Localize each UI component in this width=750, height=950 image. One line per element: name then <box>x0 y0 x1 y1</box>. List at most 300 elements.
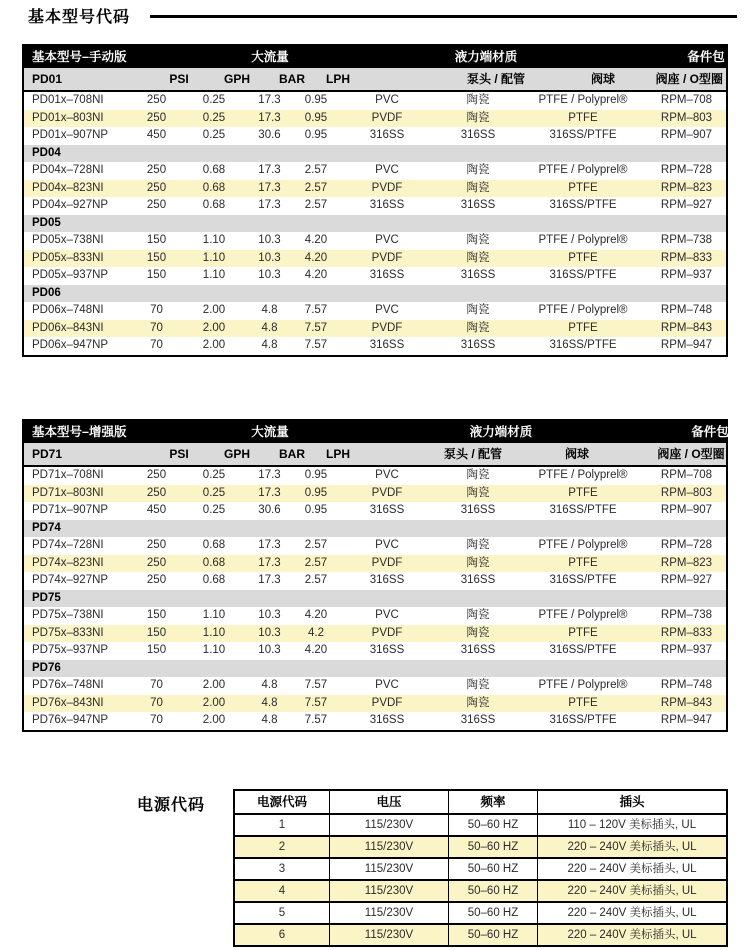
gph-cell: 2.00 <box>202 321 226 334</box>
section-row: PD06 <box>24 285 726 303</box>
pump-head-cell: 316SS <box>369 269 405 281</box>
spare-kit-cell: RPM–833 <box>660 626 713 639</box>
valve-ball-cell: 陶瓷 <box>466 679 490 691</box>
psi-cell: 250 <box>146 111 167 124</box>
material-group-label: 液力端材质 <box>469 425 533 439</box>
bar-cell: 4.8 <box>261 304 278 316</box>
valve-ball-cell: 316SS <box>460 269 496 281</box>
psi-cell: 150 <box>146 644 167 656</box>
spare-kit-cell: RPM–708 <box>660 469 713 481</box>
valve-ball-cell: 陶瓷 <box>466 321 490 334</box>
pump-head-cell: PVDF <box>371 251 403 264</box>
psi-cell: 70 <box>150 304 163 316</box>
model-cell: PD06x–947NP <box>32 339 109 351</box>
pump-head-cell: PVC <box>375 469 399 481</box>
bar-cell: 17.3 <box>258 539 281 551</box>
spare-kit-cell: RPM–728 <box>660 164 713 176</box>
psi-cell: 250 <box>146 164 167 176</box>
valve-ball-cell: 陶瓷 <box>466 556 490 569</box>
power-row <box>235 925 726 945</box>
plug-cell: 110 – 120V 美标插头, UL <box>567 819 697 831</box>
gph-cell: 2.00 <box>202 679 226 691</box>
voltage-cell: 115/230V <box>330 903 449 923</box>
power-row <box>235 903 726 925</box>
valve-seat-cell: PTFE / Polyprel® <box>538 94 628 106</box>
column-header: 电压 <box>330 791 449 813</box>
table-row <box>24 712 726 730</box>
column-header-row <box>24 68 726 92</box>
bar-cell: 10.3 <box>258 644 281 656</box>
manual-models-table <box>22 44 728 357</box>
lph-cell: 0.95 <box>304 486 328 499</box>
spare-kit-cell: RPM–803 <box>660 111 713 124</box>
psi-cell: 450 <box>146 129 167 141</box>
power-row <box>235 881 726 903</box>
group-header-row <box>24 421 729 443</box>
power-codes-label: 电源代码 <box>137 797 206 814</box>
power-row <box>235 859 726 881</box>
bar-cell: 17.3 <box>258 486 281 499</box>
gph-cell: 1.10 <box>202 251 226 264</box>
pump-head-cell: 316SS <box>369 644 405 656</box>
table-row <box>24 302 726 320</box>
model-cell: PD75x–738NI <box>32 609 104 621</box>
table-row <box>24 320 726 338</box>
lph-cell: 2.57 <box>304 199 328 211</box>
valve-ball-cell: 陶瓷 <box>466 609 490 621</box>
pump-head-cell: 316SS <box>369 504 405 516</box>
psi-cell: 150 <box>146 609 167 621</box>
valve-seat-cell: PTFE <box>568 626 598 639</box>
lph-cell: 7.57 <box>304 339 328 351</box>
spare-kit-cell: RPM–947 <box>660 339 713 351</box>
bar-cell: 4.8 <box>261 321 278 334</box>
column-header: 电源代码 <box>235 791 330 813</box>
model-cell: PD05x–738NI <box>32 234 104 246</box>
frequency-cell: 50–60 HZ <box>449 881 538 901</box>
bar-cell: 4.8 <box>261 696 278 709</box>
spare-kit-cell: RPM–843 <box>660 696 713 709</box>
gph-cell: 1.10 <box>202 269 226 281</box>
valve-seat-cell: 316SS/PTFE <box>549 269 617 281</box>
gph-cell: 0.68 <box>202 199 226 211</box>
pump-head-cell: PVC <box>375 234 399 246</box>
spare-kit-cell: RPM–823 <box>660 181 713 194</box>
pump-head-cell: PVDF <box>371 626 403 639</box>
spare-kit-cell: RPM–748 <box>660 304 713 316</box>
bar-cell: 17.3 <box>258 94 281 106</box>
spare-kit-cell: RPM–947 <box>660 714 713 726</box>
spare-group-label: 备件包 <box>687 50 725 64</box>
plug-cell: 220 – 240V 美标插头, UL <box>567 885 697 897</box>
psi-cell: 250 <box>146 574 167 586</box>
material-group-label: 液力端材质 <box>454 50 518 64</box>
table-row <box>24 537 726 555</box>
table-row <box>24 250 726 268</box>
valve-ball-cell: 316SS <box>460 504 496 516</box>
column-header: GPH <box>223 72 251 86</box>
lph-cell: 2.57 <box>304 539 328 551</box>
valve-seat-cell: PTFE / Polyprel® <box>538 234 628 246</box>
frequency-cell: 50–60 HZ <box>449 903 538 923</box>
lph-cell: 7.57 <box>304 714 328 726</box>
column-header: LPH <box>326 447 350 461</box>
valve-ball-cell: 316SS <box>460 644 496 656</box>
valve-seat-cell: PTFE / Polyprel® <box>538 539 628 551</box>
table-row <box>24 467 726 485</box>
bar-cell: 17.3 <box>258 111 281 124</box>
flow-group-label: 大流量 <box>251 50 289 64</box>
spare-kit-cell: RPM–927 <box>660 574 713 586</box>
table-row <box>24 695 726 713</box>
gph-cell: 0.25 <box>202 94 226 106</box>
gph-cell: 0.25 <box>202 486 226 499</box>
gph-cell: 0.68 <box>202 539 226 551</box>
power-code-cell: 5 <box>235 903 330 923</box>
pump-head-cell: PVC <box>375 679 399 691</box>
valve-ball-cell: 陶瓷 <box>466 164 490 176</box>
model-cell: PD76x–947NP <box>32 714 109 726</box>
bar-cell: 10.3 <box>258 269 281 281</box>
gph-cell: 0.68 <box>202 164 226 176</box>
table-row <box>24 267 726 285</box>
bar-cell: 17.3 <box>258 469 281 481</box>
table-row <box>24 625 726 643</box>
table-title: 基本型号–增强版 <box>32 425 127 439</box>
table-row <box>24 180 726 198</box>
psi-cell: 250 <box>146 556 167 569</box>
bar-cell: 4.8 <box>261 339 278 351</box>
pump-head-cell: 316SS <box>369 574 405 586</box>
psi-cell: 250 <box>146 486 167 499</box>
spare-kit-cell: RPM–823 <box>660 556 713 569</box>
lph-cell: 4.20 <box>304 269 328 281</box>
pump-head-cell: PVC <box>375 94 399 106</box>
valve-seat-cell: 316SS/PTFE <box>549 504 617 516</box>
model-cell: PD05x–937NP <box>32 269 109 281</box>
model-cell: PD01x–803NI <box>32 111 104 124</box>
table-row <box>24 110 726 128</box>
bar-cell: 17.3 <box>258 574 281 586</box>
lph-cell: 0.95 <box>304 504 328 516</box>
lph-cell: 7.57 <box>304 679 328 691</box>
lph-cell: 0.95 <box>304 111 328 124</box>
frequency-cell: 50–60 HZ <box>449 837 538 857</box>
bar-cell: 17.3 <box>258 164 281 176</box>
pump-head-cell: 316SS <box>369 339 405 351</box>
table-title: 基本型号–手动版 <box>32 50 127 64</box>
column-header: 插头 <box>619 795 645 809</box>
spare-kit-cell: RPM–907 <box>660 129 713 141</box>
valve-ball-cell: 陶瓷 <box>466 696 490 709</box>
bar-cell: 17.3 <box>258 181 281 194</box>
psi-cell: 70 <box>150 696 163 709</box>
pump-head-cell: PVC <box>375 609 399 621</box>
valve-seat-cell: PTFE / Polyprel® <box>538 164 628 176</box>
table-row <box>24 337 726 355</box>
psi-cell: 70 <box>150 679 163 691</box>
pump-head-cell: PVC <box>375 164 399 176</box>
psi-cell: 70 <box>150 339 163 351</box>
table-row <box>24 502 726 520</box>
spare-kit-cell: RPM–738 <box>660 609 713 621</box>
power-code-cell: 3 <box>235 859 330 879</box>
model-cell: PD75x–937NP <box>32 644 109 656</box>
valve-ball-cell: 陶瓷 <box>466 111 490 124</box>
table-row <box>24 162 726 180</box>
section-row: PD76 <box>24 660 726 678</box>
lph-cell: 7.57 <box>304 321 328 334</box>
pump-head-cell: 316SS <box>369 129 405 141</box>
gph-cell: 0.25 <box>202 469 226 481</box>
model-cell: PD76x–843NI <box>32 696 104 709</box>
table-row <box>24 92 726 110</box>
column-header: 泵头 / 配管 <box>466 72 526 86</box>
group-header-row <box>24 46 726 68</box>
model-cell: PD71x–907NP <box>32 504 109 516</box>
lph-cell: 2.57 <box>304 556 328 569</box>
lph-cell: 2.57 <box>304 181 328 194</box>
bar-cell: 10.3 <box>258 251 281 264</box>
model-cell: PD01x–708NI <box>32 94 104 106</box>
valve-ball-cell: 陶瓷 <box>466 539 490 551</box>
column-header: PSI <box>169 447 189 461</box>
valve-seat-cell: 316SS/PTFE <box>549 129 617 141</box>
pump-head-cell: PVDF <box>371 181 403 194</box>
table-row <box>24 607 726 625</box>
lph-cell: 7.57 <box>304 304 328 316</box>
model-cell: PD01x–907NP <box>32 129 109 141</box>
spare-kit-cell: RPM–937 <box>660 644 713 656</box>
valve-seat-cell: 316SS/PTFE <box>549 644 617 656</box>
spare-kit-cell: RPM–843 <box>660 321 713 334</box>
table-row <box>24 555 726 573</box>
model-cell: PD74x–823NI <box>32 556 104 569</box>
valve-seat-cell: PTFE <box>568 181 598 194</box>
valve-ball-cell: 陶瓷 <box>466 234 490 246</box>
valve-ball-cell: 陶瓷 <box>466 181 490 194</box>
bar-cell: 17.3 <box>258 556 281 569</box>
valve-ball-cell: 316SS <box>460 574 496 586</box>
gph-cell: 1.10 <box>202 234 226 246</box>
valve-seat-cell: PTFE / Polyprel® <box>538 304 628 316</box>
gph-cell: 0.25 <box>202 129 226 141</box>
power-header-row <box>235 791 726 815</box>
model-cell: PD71x–708NI <box>32 469 104 481</box>
psi-cell: 450 <box>146 504 167 516</box>
lph-cell: 7.57 <box>304 696 328 709</box>
column-header: PD71 <box>32 447 63 461</box>
column-header: BAR <box>279 72 305 86</box>
power-code-cell: 2 <box>235 837 330 857</box>
valve-seat-cell: 316SS/PTFE <box>549 574 617 586</box>
power-row <box>235 837 726 859</box>
valve-ball-cell: 316SS <box>460 199 496 211</box>
valve-seat-cell: PTFE <box>568 321 598 334</box>
psi-cell: 150 <box>146 251 167 264</box>
page-title: 基本型号代码 <box>28 9 131 26</box>
psi-cell: 70 <box>150 321 163 334</box>
psi-cell: 70 <box>150 714 163 726</box>
valve-seat-cell: PTFE <box>568 251 598 264</box>
psi-cell: 250 <box>146 181 167 194</box>
plug-cell: 220 – 240V 美标插头, UL <box>567 841 697 853</box>
lph-cell: 4.20 <box>304 234 328 246</box>
valve-seat-cell: PTFE / Polyprel® <box>538 679 628 691</box>
gph-cell: 1.10 <box>202 626 226 639</box>
psi-cell: 250 <box>146 199 167 211</box>
lph-cell: 0.95 <box>304 129 328 141</box>
frequency-cell: 50–60 HZ <box>449 859 538 879</box>
column-header: PD01 <box>32 72 63 86</box>
bar-cell: 10.3 <box>258 609 281 621</box>
section-row: PD75 <box>24 590 726 608</box>
model-cell: PD04x–728NI <box>32 164 104 176</box>
bar-cell: 30.6 <box>258 129 281 141</box>
model-cell: PD75x–833NI <box>32 626 104 639</box>
model-cell: PD04x–823NI <box>32 181 104 194</box>
psi-cell: 150 <box>146 269 167 281</box>
model-cell: PD76x–748NI <box>32 679 104 691</box>
gph-cell: 2.00 <box>202 339 226 351</box>
gph-cell: 2.00 <box>202 304 226 316</box>
column-header: 阀座 / O型圈 <box>657 447 725 461</box>
psi-cell: 250 <box>146 469 167 481</box>
model-cell: PD04x–927NP <box>32 199 109 211</box>
frequency-cell: 50–60 HZ <box>449 815 538 835</box>
lph-cell: 0.95 <box>304 469 328 481</box>
spare-kit-cell: RPM–907 <box>660 504 713 516</box>
valve-seat-cell: PTFE <box>568 486 598 499</box>
psi-cell: 250 <box>146 539 167 551</box>
voltage-cell: 115/230V <box>330 815 449 835</box>
column-header: GPH <box>223 447 251 461</box>
valve-ball-cell: 316SS <box>460 714 496 726</box>
lph-cell: 4.20 <box>304 609 328 621</box>
psi-cell: 150 <box>146 626 167 639</box>
column-header: 泵头 / 配管 <box>443 447 503 461</box>
voltage-cell: 115/230V <box>330 859 449 879</box>
voltage-cell: 115/230V <box>330 837 449 857</box>
valve-ball-cell: 陶瓷 <box>466 486 490 499</box>
valve-seat-cell: PTFE <box>568 556 598 569</box>
gph-cell: 1.10 <box>202 609 226 621</box>
table-row <box>24 232 726 250</box>
model-cell: PD74x–728NI <box>32 539 104 551</box>
enhanced-models-table <box>22 419 728 732</box>
valve-seat-cell: 316SS/PTFE <box>549 714 617 726</box>
power-code-cell: 1 <box>235 815 330 835</box>
section-row: PD74 <box>24 520 726 538</box>
valve-ball-cell: 陶瓷 <box>466 251 490 264</box>
model-cell: PD74x–927NP <box>32 574 109 586</box>
section-row: PD05 <box>24 215 726 233</box>
gph-cell: 1.10 <box>202 644 226 656</box>
spare-kit-cell: RPM–833 <box>660 251 713 264</box>
table-row <box>24 197 726 215</box>
lph-cell: 0.95 <box>304 94 328 106</box>
title-rule <box>150 15 737 18</box>
valve-ball-cell: 陶瓷 <box>466 304 490 316</box>
pump-head-cell: PVDF <box>371 556 403 569</box>
valve-ball-cell: 316SS <box>460 339 496 351</box>
voltage-cell: 115/230V <box>330 881 449 901</box>
spare-kit-cell: RPM–708 <box>660 94 713 106</box>
bar-cell: 10.3 <box>258 234 281 246</box>
gph-cell: 0.68 <box>202 181 226 194</box>
gph-cell: 0.68 <box>202 556 226 569</box>
valve-ball-cell: 316SS <box>460 129 496 141</box>
valve-seat-cell: 316SS/PTFE <box>549 339 617 351</box>
pump-head-cell: PVC <box>375 304 399 316</box>
column-header: 频率 <box>449 791 538 813</box>
model-cell: PD71x–803NI <box>32 486 104 499</box>
column-header: LPH <box>326 72 350 86</box>
valve-ball-cell: 陶瓷 <box>466 469 490 481</box>
gph-cell: 0.68 <box>202 574 226 586</box>
table-row <box>24 127 726 145</box>
model-cell: PD06x–843NI <box>32 321 104 334</box>
power-row <box>235 815 726 837</box>
power-codes-table <box>233 789 728 947</box>
valve-seat-cell: 316SS/PTFE <box>549 199 617 211</box>
pump-head-cell: PVDF <box>371 321 403 334</box>
plug-cell: 220 – 240V 美标插头, UL <box>567 907 697 919</box>
lph-cell: 2.57 <box>304 574 328 586</box>
lph-cell: 4.2 <box>308 626 324 639</box>
column-header: 阀座 / O型圈 <box>655 72 723 86</box>
pump-head-cell: 316SS <box>369 714 405 726</box>
valve-seat-cell: PTFE <box>568 696 598 709</box>
psi-cell: 150 <box>146 234 167 246</box>
table-row <box>24 485 726 503</box>
spare-kit-cell: RPM–738 <box>660 234 713 246</box>
section-row: PD04 <box>24 145 726 163</box>
column-header: 阀球 <box>564 447 590 461</box>
table-row <box>24 572 726 590</box>
lph-cell: 4.20 <box>304 251 328 264</box>
pump-head-cell: PVDF <box>371 111 403 124</box>
valve-seat-cell: PTFE / Polyprel® <box>538 609 628 621</box>
psi-cell: 250 <box>146 94 167 106</box>
bar-cell: 4.8 <box>261 679 278 691</box>
power-code-cell: 6 <box>235 925 330 945</box>
flow-group-label: 大流量 <box>251 425 289 439</box>
plug-cell: 220 – 240V 美标插头, UL <box>567 929 697 941</box>
lph-cell: 4.20 <box>304 644 328 656</box>
frequency-cell: 50–60 HZ <box>449 925 538 945</box>
pump-head-cell: PVC <box>375 539 399 551</box>
spare-kit-cell: RPM–927 <box>660 199 713 211</box>
pump-head-cell: PVDF <box>371 486 403 499</box>
model-cell: PD05x–833NI <box>32 251 104 264</box>
table-row <box>24 677 726 695</box>
valve-ball-cell: 陶瓷 <box>466 626 490 639</box>
plug-cell: 220 – 240V 美标插头, UL <box>567 863 697 875</box>
gph-cell: 2.00 <box>202 714 226 726</box>
gph-cell: 0.25 <box>202 111 226 124</box>
model-cell: PD06x–748NI <box>32 304 104 316</box>
table-row <box>24 642 726 660</box>
spare-kit-cell: RPM–937 <box>660 269 713 281</box>
spare-group-label: 备件包 <box>691 425 729 439</box>
column-header: PSI <box>169 72 189 86</box>
gph-cell: 2.00 <box>202 696 226 709</box>
bar-cell: 4.8 <box>261 714 278 726</box>
bar-cell: 10.3 <box>258 626 281 639</box>
pump-head-cell: 316SS <box>369 199 405 211</box>
valve-ball-cell: 陶瓷 <box>466 94 490 106</box>
